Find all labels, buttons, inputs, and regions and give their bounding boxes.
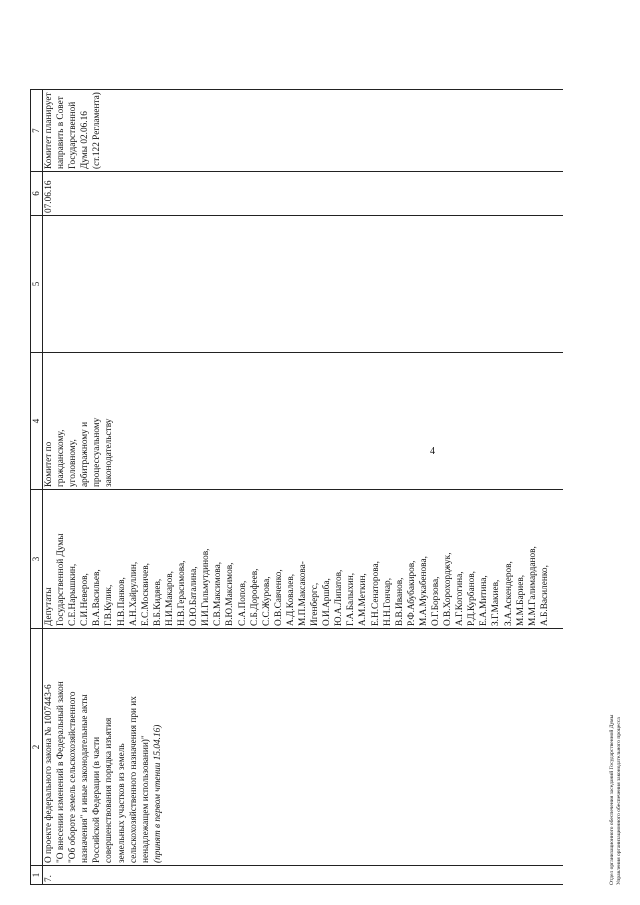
- author-line: Ю.А.Липатов,: [334, 569, 345, 626]
- date-cell: [43, 172, 564, 216]
- col-header-5: 5: [31, 216, 43, 353]
- author-line: О.Ю.Баталина,: [189, 566, 200, 626]
- author-line: Е.Н.Сенаторова,: [370, 561, 381, 626]
- author-line: И.И.Гильмутдинов,: [201, 548, 212, 626]
- col5-cell: [43, 216, 564, 353]
- plan-line: (ст.122 Регламента): [92, 92, 103, 169]
- author-line: С.И.Неверов,: [80, 573, 91, 626]
- row-number: [43, 866, 564, 885]
- author-line: А.Н.Хайруллин,: [128, 561, 139, 626]
- author-line: Г.А.Балыхин,: [346, 572, 357, 626]
- first-reading-note: (принят в первом чтении 15.04.16): [152, 724, 163, 863]
- author-line: О.В.Хорохорджук,: [443, 552, 454, 626]
- author-line: З.Г.Макиев,: [491, 579, 502, 626]
- committee-line: уголовному,: [68, 439, 79, 487]
- author-line: М.М.Галимарданов,: [527, 546, 538, 626]
- plan-line: направить в Совет: [56, 96, 67, 169]
- author-line: В.Б.Кидяев,: [152, 578, 163, 626]
- author-line: Н.В.Панков,: [116, 577, 127, 626]
- col-header-6: 6: [31, 172, 43, 216]
- author-line: Депутаты: [44, 587, 54, 626]
- author-line: А.Г.Когогина,: [455, 571, 466, 626]
- author-line: Е.А.Митина,: [479, 575, 490, 626]
- bill-title-line: "Об обороте земель сельскохозяйственного: [68, 691, 79, 863]
- bill-title-line: назначения" и иные законодательные акты: [80, 694, 91, 863]
- author-line: М.М.Бариев,: [515, 574, 526, 626]
- author-line: М.П.Максакова-: [297, 561, 308, 626]
- author-line: В.В.Иванов,: [394, 577, 405, 626]
- committee-line: Комитет по: [44, 441, 54, 487]
- header-row: [31, 90, 43, 885]
- row-number-text: 7.: [44, 875, 54, 882]
- author-line: Р.Д.Курбанов,: [467, 571, 478, 626]
- author-line: З.А.Аскендеров,: [503, 561, 514, 626]
- author-line: В.Ю.Максимов,: [225, 562, 236, 626]
- author-line: Н.В.Герасимова,: [177, 560, 188, 626]
- committee-line: арбитражному и: [80, 421, 91, 487]
- table-row: [43, 90, 564, 885]
- author-line: С.С.Журова,: [261, 576, 272, 626]
- bill-title-line: совершенствования порядка изъятия: [104, 717, 115, 863]
- author-line: О.В.Савченко,: [273, 569, 284, 626]
- author-line: Н.Н.Гончар,: [382, 577, 393, 626]
- author-line: В.А.Васильев,: [92, 569, 103, 626]
- bill-title-line: сельскохозяйственного назначения при их: [128, 696, 139, 863]
- author-line: Е.С.Москвичев,: [140, 563, 151, 626]
- footer-line-1: Отдел организационного обеспечения заседаний Государственной Думы: [609, 714, 615, 885]
- author-line: Игенбергс,: [310, 582, 321, 626]
- plan-line: Комитет планирует: [44, 92, 54, 169]
- col-header-3: 3: [31, 490, 43, 629]
- bill-title-line: ненадлежащем использовании)": [140, 735, 151, 863]
- author-line: С.Е.Нарышкин,: [68, 563, 79, 626]
- author-line: А.М.Меткин,: [358, 573, 369, 626]
- author-line: Государственной Думы: [56, 533, 67, 626]
- author-line: Г.В.Кулик,: [104, 584, 115, 626]
- page-number: 4: [430, 446, 435, 457]
- committee-line: процессуальному: [92, 417, 103, 487]
- author-line: О.Г.Борзова,: [431, 576, 441, 626]
- author-line: А.Д.Ковалев,: [285, 573, 296, 626]
- date-text: 07.06.16: [44, 180, 54, 213]
- bill-title-line: Российской Федерации (в части: [92, 736, 103, 863]
- author-line: С.В.Максимова,: [213, 561, 224, 626]
- bills-table: [30, 89, 563, 885]
- author-line: С.А.Попов,: [237, 580, 248, 626]
- bill-title-line: земельных участков из земель: [116, 743, 127, 863]
- col-header-1: 1: [31, 866, 43, 885]
- bill-title-line: "О внесении изменений в Федеральный закон: [56, 681, 67, 863]
- author-line: Н.И.Макаров,: [164, 571, 175, 626]
- author-line: О.И.Аршба,: [322, 578, 333, 626]
- bill-title-line: О проекте федерального закона № 1007443-6: [44, 684, 54, 863]
- author-line: С.Б.Дорофеев,: [249, 568, 260, 626]
- committee-line: законодательству: [104, 418, 115, 487]
- col-header-2: 2: [31, 629, 43, 866]
- committee-line: гражданскому,: [56, 429, 67, 487]
- bill-title-cell: [43, 629, 564, 866]
- footer: [609, 715, 623, 885]
- authors-cell: [43, 490, 564, 629]
- plan-cell: [43, 90, 564, 172]
- author-line: А.Б.Василенко,: [539, 565, 550, 626]
- plan-line: Думы 02.06.16: [80, 111, 91, 169]
- col-header-7: 7: [31, 90, 43, 172]
- author-line: М.А.Мукабенова,: [418, 556, 429, 626]
- author-line: Р.Ф.Абубакиров,: [406, 560, 417, 626]
- committee-cell: [43, 353, 564, 490]
- footer-line-2: Управления организационного обеспечения законодательного процесса: [616, 717, 622, 885]
- plan-line: Государственной: [68, 101, 79, 169]
- col-header-4: 4: [31, 353, 43, 490]
